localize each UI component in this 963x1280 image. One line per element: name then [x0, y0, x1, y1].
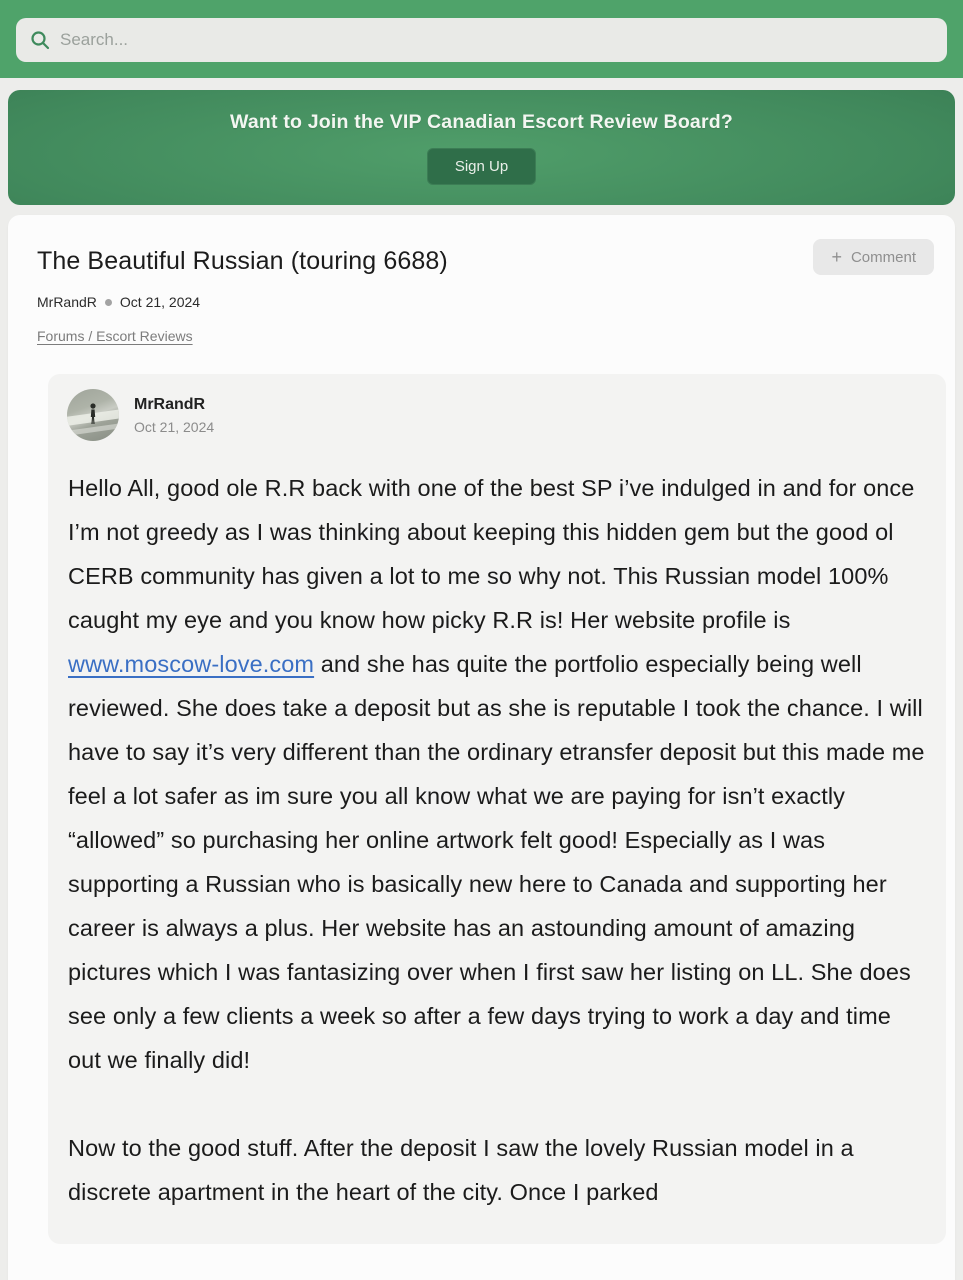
vip-signup-banner	[8, 90, 955, 205]
plus-icon: +	[831, 247, 842, 267]
post-header	[67, 389, 927, 441]
person-silhouette-icon	[86, 402, 100, 428]
comment-button[interactable]	[813, 239, 934, 275]
profile-link[interactable]: www.moscow-love.com	[68, 651, 315, 677]
post-body	[67, 466, 927, 1214]
post-text: Hello All, good ole R.R back with one of the best SP i’ve indulged in and for once I’m not greedy as I was thinking about keeping this hidden gem but the good ol CERB community has given a lot to me so why not. This Russian model 100% caught my eye and you know how picky R.R is! Her website profile is	[68, 475, 915, 633]
banner-title: Want to Join the VIP Canadian Escort Review Board?	[229, 110, 733, 133]
post-author-block	[134, 396, 214, 435]
dot-separator-icon	[105, 299, 112, 306]
search-icon	[30, 30, 50, 50]
page-title: The Beautiful Russian (touring 6688)	[37, 247, 448, 275]
site-header	[0, 0, 963, 78]
search-input[interactable]	[60, 30, 933, 50]
post-author[interactable]: MrRandR	[134, 395, 206, 413]
comment-button-label: Comment	[850, 248, 916, 266]
post-text: and she has quite the portfolio especially being well reviewed. She does take a deposit but as she is reputable I took the chance. I will have to say it’s very different than the ordinary etransfer deposit but this made me feel a lot safer as im sure you all know what we are paying for isn’t exactly “allowed” so purchasing her online artwork felt good! Especially as I was supporting a Russian who is basically new here to Canada and supporting her career is always a plus. Her website has an astounding amount of amazing pictures which I was fantasizing over when I first saw her listing on LL. She does see only a few clients a week so after a few days trying to work a day and time out we finally did!	[68, 651, 925, 1073]
thread-author: MrRandR	[37, 294, 97, 310]
post-paragraph: Now to the good stuff. After the deposit I saw the lovely Russian model in a discrete apartment in the heart of the city. Once I parked	[68, 1135, 854, 1205]
sign-up-button[interactable]: Sign Up	[427, 148, 536, 185]
post-date: Oct 21, 2024	[134, 418, 215, 435]
thread-card	[8, 215, 955, 1280]
breadcrumb[interactable]: Forums / Escort Reviews	[37, 328, 193, 344]
search-bar[interactable]	[16, 18, 947, 62]
post-paragraph	[68, 466, 926, 1082]
thread-meta	[37, 294, 934, 310]
thread-date: Oct 21, 2024	[119, 294, 201, 310]
post	[48, 374, 946, 1244]
avatar[interactable]	[67, 389, 119, 441]
